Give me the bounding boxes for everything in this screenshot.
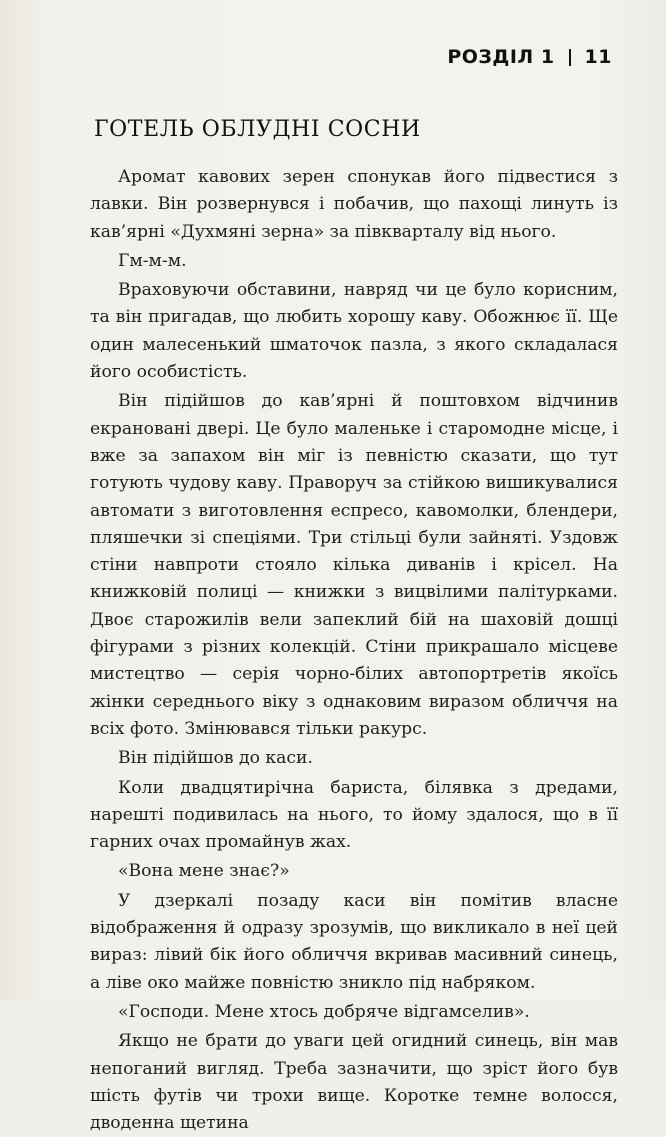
paragraph: «Вона мене знає?» [118,861,290,882]
paragraph: Гм-м-м. [118,250,187,271]
page-number: 11 [584,46,612,68]
paragraph: У дзеркалі позаду каси він помітив власне відображення й одразу зрозумів, що викликало в неї цей вираз: лівий бік його обличчя вкривав масивний синець, а ліве око майже повністю зникло під набряком. [90,890,618,993]
paragraph: Якщо не брати до уваги цей огидний синець, він мав непоганий вигляд. Треба зазначити, що зріст його був шість футів чи трохи вище. Коротке темне волосся, дводенна щетина [90,1031,618,1134]
paragraph: Коли двадцятирічна бариста, білявка з дредами, нарешті подивилась на нього, то йому здалося, що в її гарних очах промайнув жах. [90,777,618,853]
paragraph: Аромат кавових зерен спонукав його підвестися з лавки. Він розвернувся і побачив, що пахощі линуть із кав’ярні «Духмяні зерна» за півкварталу від нього. [90,167,618,242]
section-title: ГОТЕЛЬ ОБЛУДНІ СОСНИ [94,117,421,142]
paragraph: Враховуючи обставини, навряд чи це було корисним, та він пригадав, що любить хорошу каву. Обожнює її. Ще один малесенький шматочок пазла, з якого складалася його особистість. [90,280,618,383]
header-separator [569,49,571,66]
paragraph: Він підійшов до каси. [118,748,313,769]
running-header [447,46,612,68]
paragraph: Він підійшов до кав’ярні й поштовхом відчинив екрановані двері. Це було маленьке і старомодне місце, і вже за запахом він міг із певністю сказати, що тут готують чудову каву. Праворуч за стійкою вишикувалися автомати з виготовлення еспресо, кавомолки, блендери, пляшечки зі спеціями. Три стільці були зайняті. Уздовж стіни навпроти стояло кілька диванів і крісел. На книжковій полиці — книжки з вицвілими палітурками. Двоє старожилів вели запеклий бій на шаховій дошці фігурами з різних колекцій. Стіни прикрашало місцеве мистецтво — серія чорно-білих автопортретів якоїсь жінки середнього віку з однаковим виразом обличчя на всіх фото. Змінювався тільки ракурс. [90,391,618,739]
chapter-label: РОЗДІЛ 1 [447,46,555,68]
body-text [90,164,618,1137]
paragraph: «Господи. Мене хтось добряче відгамселив». [118,1001,530,1022]
